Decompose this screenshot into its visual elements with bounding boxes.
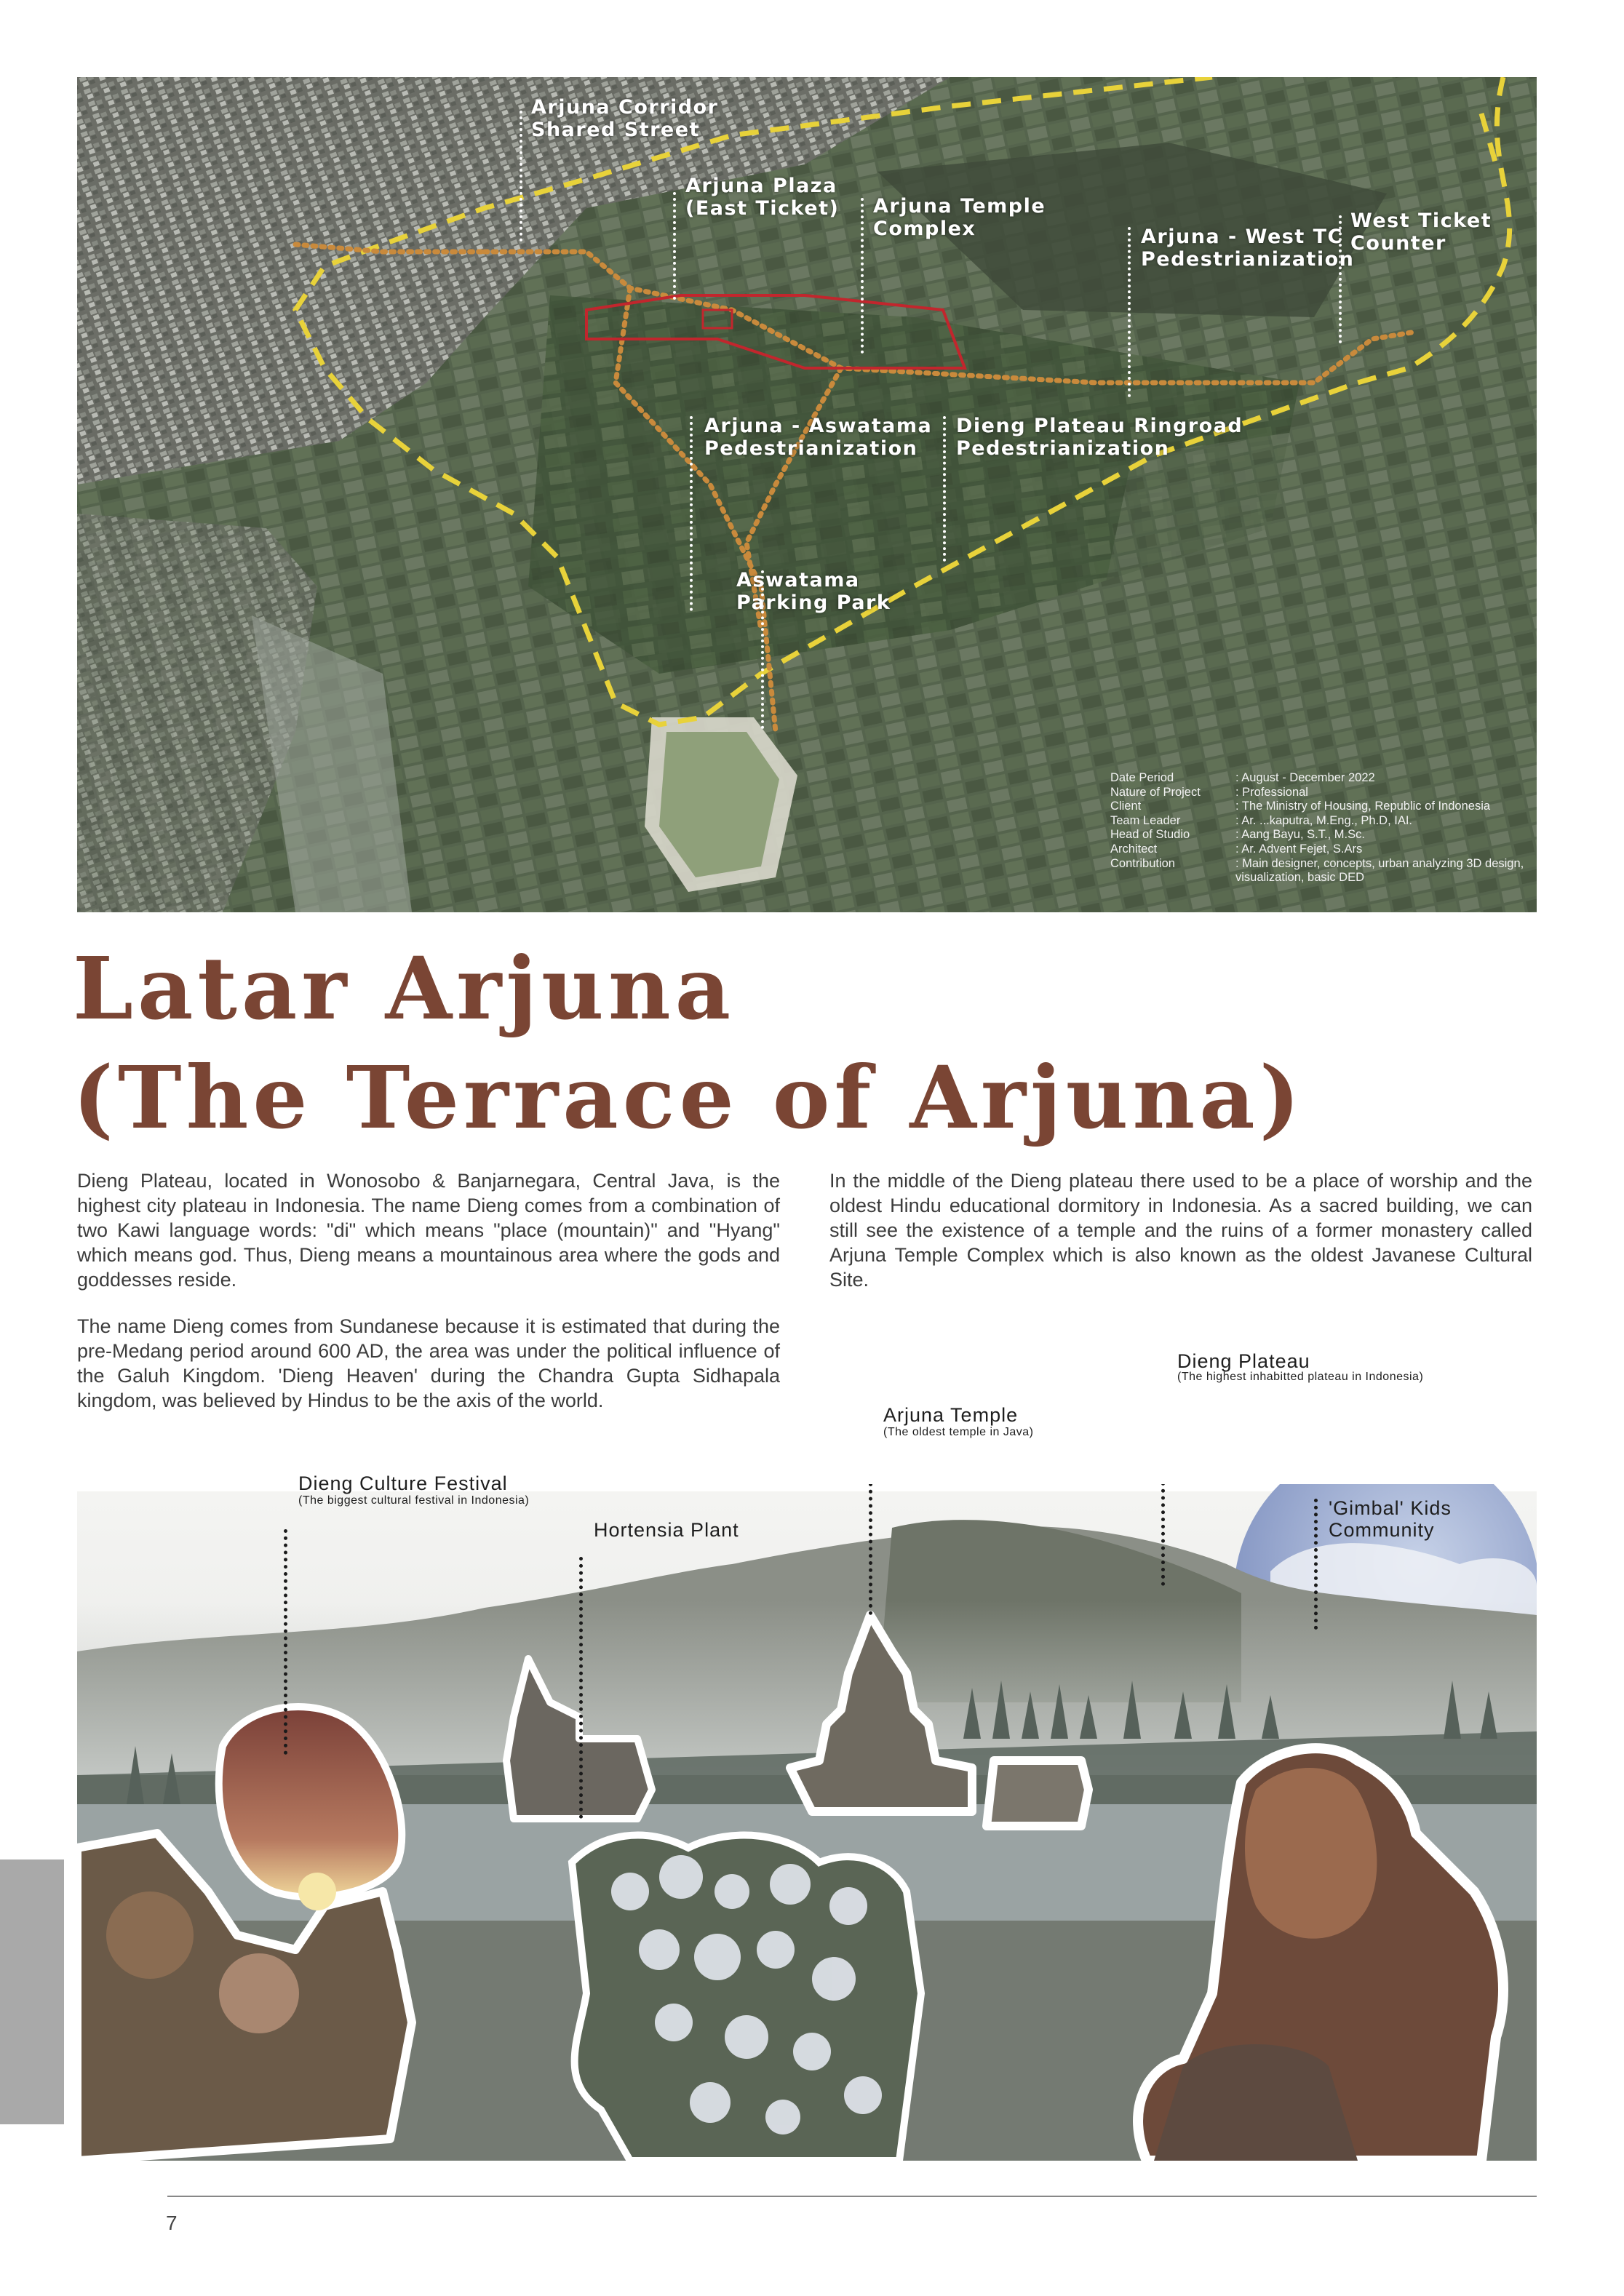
title-line-1: Latar Arjuna [73, 938, 736, 1039]
plateau-leader [1161, 1484, 1165, 1586]
gimbal-leader [1314, 1499, 1318, 1630]
info-key: Team Leader [1110, 813, 1181, 827]
project-info-row [1110, 842, 1527, 857]
sub-arjuna-temple: (The oldest temple in Java) [883, 1426, 1034, 1438]
label-dieng-plateau: Dieng Plateau [1177, 1350, 1310, 1372]
map-label-aswatama: Arjuna - Aswatama Pedestrianization [704, 415, 933, 460]
paragraph-dieng-origin: The name Dieng comes from Sundanese because it is estimated that during the pre-Medang period around 600 AD, the area was under the political influence of the Galuh Kingdom. 'Dieng Heaven' during the Chandra Gupta Sidhapala kingdom, was believed by Hindus to be the axis of the world. [77, 1315, 780, 1411]
project-info-row [1110, 857, 1527, 885]
temple-leader [861, 198, 864, 354]
page-number: 7 [166, 2212, 178, 2234]
site-map [77, 77, 1537, 912]
label-dieng-culture-festival: Dieng Culture Festival [298, 1472, 508, 1494]
project-info-row [1110, 828, 1527, 842]
map-label-westticket: West Ticket Counter [1350, 210, 1492, 255]
sub-dieng-plateau: (The highest inhabitted plateau in Indonesia) [1177, 1371, 1424, 1383]
temple-label-leader [869, 1484, 872, 1615]
title-line-2: (The Terrace of Arjuna) [73, 1047, 1305, 1148]
map-label-temple: Arjuna Temple Complex [873, 195, 1046, 240]
info-value: : Ar. Advent Fejet, S.Ars [1235, 842, 1363, 856]
collage-artwork [77, 1484, 1537, 2161]
project-info-row [1110, 800, 1527, 814]
ringroad-leader [943, 416, 946, 562]
plaza-leader [673, 192, 676, 300]
project-info-row [1110, 771, 1527, 786]
project-info-row [1110, 786, 1527, 800]
festival-leader [284, 1529, 287, 1755]
project-info [1110, 771, 1527, 885]
page-title [73, 934, 1305, 1152]
collage [77, 1484, 1537, 2161]
label-arjuna-temple: Arjuna Temple [883, 1404, 1019, 1426]
corridor-leader [520, 111, 522, 242]
map-label-ringroad: Dieng Plateau Ringroad Pedestrianization [956, 415, 1243, 460]
westtc-leader [1128, 227, 1131, 397]
map-label-westtc: Arjuna - West TC Pedestrianization [1141, 226, 1355, 271]
info-value: : Ar. ...kaputra, M.Eng., Ph.D, IAI. [1235, 813, 1413, 827]
info-key: Architect [1110, 842, 1158, 856]
paragraph-arjuna-temple: In the middle of the Dieng plateau there used to be a place of worship and the oldest Hindu educational dormitory in Indonesia. As a sacred building, we can still see the existence of a temple and the ruins of a former monastery called Arjuna Temple Complex which is also known as the oldest Javanese Cultural Site. [829, 1170, 1532, 1291]
info-key: Client [1110, 800, 1142, 813]
paragraph-dieng-intro: Dieng Plateau, located in Wonosobo & Banjarnegara, Central Java, is the highest city plateau in Indonesia. The name Dieng comes from a combination of two Kawi language words: "di" which means "place (mountain)" and "Hyang" which means god. Thus, Dieng means a mountainous area where the gods and goddesses reside. [77, 1170, 780, 1291]
info-value: : Main designer, concepts, urban analyzing 3D design, visualization, basic DED [1235, 856, 1524, 885]
info-key: Contribution [1110, 856, 1175, 870]
map-label-corridor: Arjuna Corridor Shared Street [531, 96, 719, 141]
sidebar-tab [0, 1859, 64, 2124]
map-label-parking: Aswatama Parking Park [736, 569, 891, 614]
label-hortensia-plant: Hortensia Plant [594, 1519, 739, 1541]
map-label-plaza: Arjuna Plaza (East Ticket) [685, 175, 840, 220]
aswatama-leader [690, 416, 693, 611]
info-key: Date Period [1110, 771, 1174, 784]
info-value: : The Ministry of Housing, Republic of Indonesia [1235, 800, 1491, 813]
label-gimbal-kids: 'Gimbal' Kids Community [1329, 1497, 1452, 1541]
sub-dieng-culture-festival: (The biggest cultural festival in Indonesia) [298, 1494, 530, 1507]
info-value: : Professional [1235, 785, 1308, 799]
info-key: Nature of Project [1110, 785, 1201, 799]
info-key: Head of Studio [1110, 828, 1190, 842]
info-value: : August - December 2022 [1235, 771, 1375, 784]
info-value: : Aang Bayu, S.T., M.Sc. [1235, 828, 1365, 842]
footer-divider [167, 2196, 1537, 2197]
hortensia-leader [579, 1557, 583, 1819]
project-info-row [1110, 814, 1527, 829]
